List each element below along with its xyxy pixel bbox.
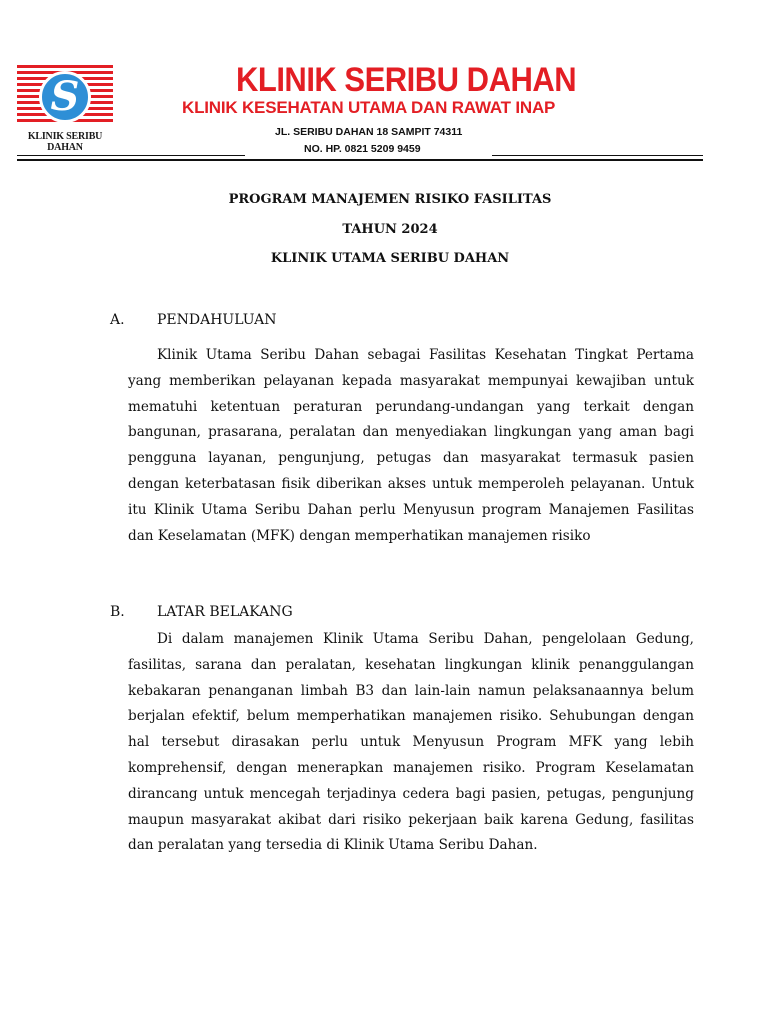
logo-emblem-icon	[39, 71, 91, 123]
section-letter: A.	[110, 312, 125, 328]
header-rule	[17, 159, 703, 161]
section-body-a: Klinik Utama Seribu Dahan sebagai Fasilitas Kesehatan Tingkat Pertama yang memberikan pelayanan kepada masyarakat mempunyai kewajiban untuk mematuhi ketentuan peraturan perundang-undangan yang terkait dengan bangunan, prasarana, peralatan dan menyediakan lingkungan yang aman bagi pengguna layanan, pengunjung, petugas dan masyarakat termasuk pasien dengan keterbatasan fisik diberikan akses untuk memperoleh pelayanan. Untuk itu Klinik Utama Seribu Dahan perlu Menyusun program Manajemen Fasilitas dan Keselamatan (MFK) dengan memperhatikan manajemen risiko	[128, 347, 694, 544]
document-clinic: KLINIK UTAMA SERIBU DAHAN	[270, 251, 510, 266]
clinic-name: KLINIK SERIBU DAHAN	[236, 60, 577, 99]
section-heading-a	[110, 312, 277, 328]
clinic-subtitle: KLINIK KESEHATAN UTAMA DAN RAWAT INAP	[182, 98, 556, 117]
section-title: PENDAHULUAN	[157, 312, 277, 328]
section-letter: B.	[110, 604, 125, 620]
section-body-b: Di dalam manajemen Klinik Utama Seribu Dahan, pengelolaan Gedung, fasilitas, sarana dan peralatan, kesehatan lingkungan klinik penanggulangan kebakaran penanganan limbah B3 dan lain-lain namun pelaksanaannya belum berjalan efektif, belum memperhatikan manajemen risiko. Sehubungan dengan hal tersebut dirasakan perlu untuk Menyusun Program MFK yang lebih komprehensif, dengan menerapkan manajemen risiko. Program Keselamatan dirancang untuk mencegah terjadinya cedera bagi pasien, petugas, pengunjung maupun masyarakat akibat dari risiko pekerjaan baik karena Gedung, fasilitas dan peralatan yang tersedia di Klinik Utama Seribu Dahan.	[128, 631, 694, 854]
document-year: TAHUN 2024	[342, 222, 438, 237]
header-rule-thin-right	[492, 155, 703, 156]
clinic-logo	[17, 65, 113, 153]
header-rule-thin-left	[17, 155, 245, 156]
clinic-address: JL. SERIBU DAHAN 18 SAMPIT 74311	[275, 126, 463, 138]
logo-caption: KLINIK SERIBU DAHAN	[27, 131, 103, 153]
document-title: PROGRAM MANAJEMEN RISIKO FASILITAS	[228, 192, 552, 207]
logo-s-glyph: S	[50, 73, 80, 120]
section-heading-b	[110, 604, 293, 620]
section-title: LATAR BELAKANG	[157, 604, 293, 620]
clinic-phone: NO. HP. 0821 5209 9459	[304, 143, 421, 155]
